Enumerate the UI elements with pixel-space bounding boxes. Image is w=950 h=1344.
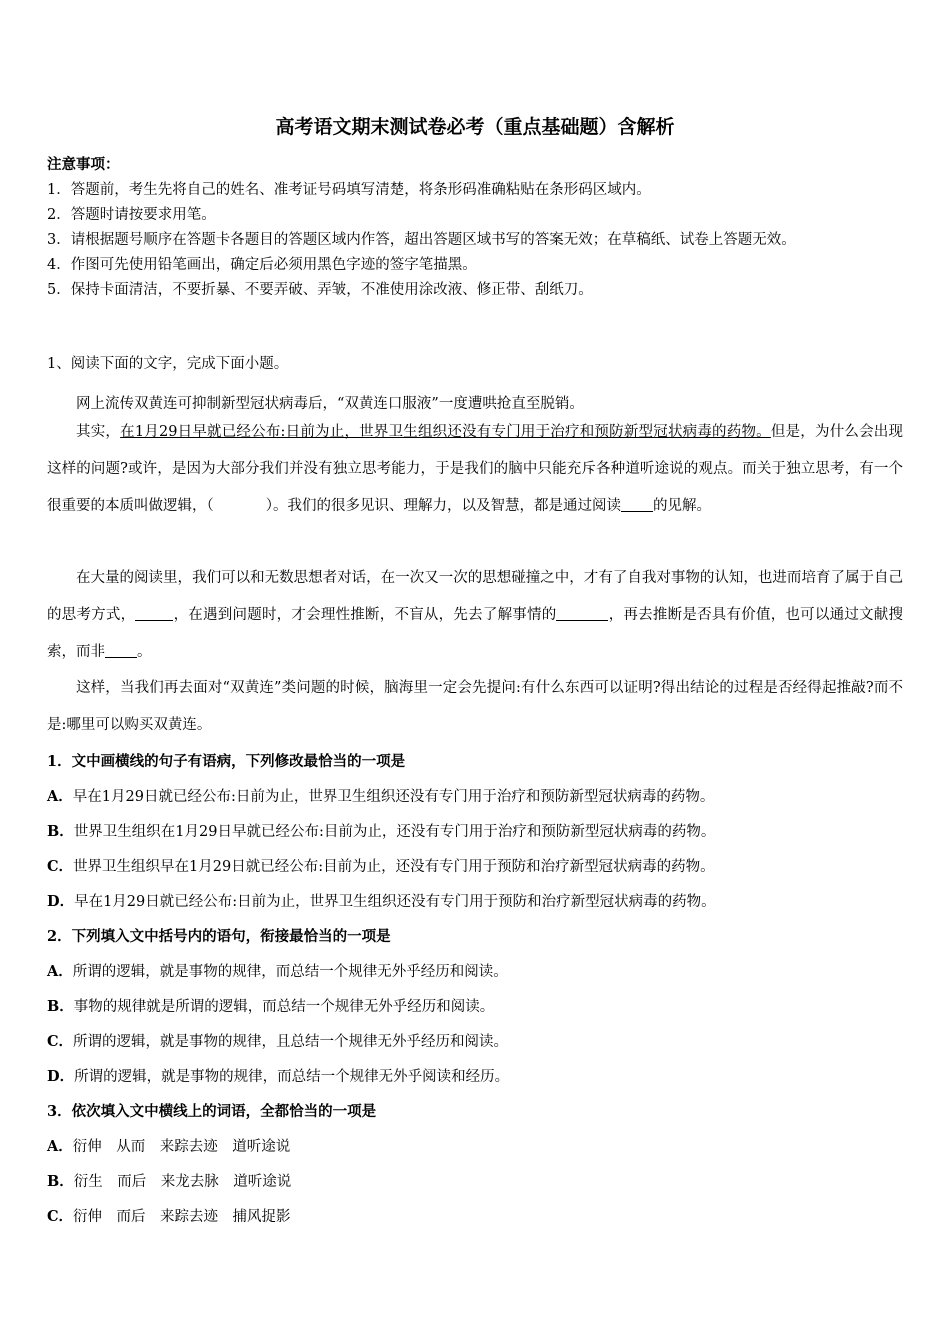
fill-blank: [621, 497, 653, 513]
option-letter: C．: [47, 1208, 74, 1225]
passage-paragraph-1: 网上流传双黄连可抑制新型冠状病毒后，“双黄连口服液”一度遭哄抢直至脱销。: [76, 396, 584, 412]
passage-paragraph-4: 这样，当我们再去面对“双黄连”类问题的时候，脑海里一定会先提问:有什么东西可以证明?得出结论的过程是否经得起推敲?而不是:哪里可以购买双黄连。: [47, 680, 903, 733]
answer-option[interactable]: [47, 1170, 291, 1191]
option-text: 所谓的逻辑，就是事物的规律，而总结一个规律无外乎阅读和经历。: [74, 1069, 510, 1085]
notice-item: 1．答题前，考生先将自己的姓名、准考证号码填写清楚，将条形码准确粘贴在条形码区域内。: [47, 182, 651, 198]
option-letter: B．: [47, 998, 74, 1015]
option-text: 所谓的逻辑，就是事物的规律，且总结一个规律无外乎经历和阅读。: [73, 1034, 509, 1050]
answer-option[interactable]: [47, 855, 715, 876]
passage-text: 但是，为什么会出现这样的问题?或许，是因为大部分我们并没有独立思考能力，于是我们的脑中只能充斥各种道听途说的观点。而关于独立思考，有一个很重要的本质叫做逻辑，（: [47, 424, 904, 514]
answer-option[interactable]: [47, 785, 714, 806]
option-letter: B．: [47, 823, 74, 840]
answer-option[interactable]: [47, 1030, 508, 1051]
option-letter: B．: [47, 1173, 74, 1190]
notice-item: 4．作图可先使用铅笔画出，确定后必须用黑色字迹的签字笔描黑。: [47, 257, 477, 273]
notice-item: 3．请根据题号顺序在答题卡各题目的答题区域内作答，超出答题区域书写的答案无效；在草稿纸、试卷上答题无效。: [47, 232, 796, 248]
passage-text: 在大量的阅读里，我们可以和无数思想者对话，在一次又一次的思想碰撞之中，才有了自我对事物的认知，也进而培育了属于自己的思考方式，: [47, 570, 903, 623]
passage-text: 的见解。: [653, 498, 711, 514]
option-text: 衍伸 而后 来踪去迹 捕风捉影: [73, 1209, 291, 1225]
answer-option[interactable]: [47, 820, 715, 841]
fill-blank: [135, 606, 173, 622]
answer-option[interactable]: [47, 960, 508, 981]
passage-paragraph-2: [47, 414, 903, 525]
question-stem: 2．下列填入文中括号内的语句，衔接最恰当的一项是: [47, 928, 391, 945]
option-letter: C．: [47, 858, 74, 875]
option-letter: D．: [47, 893, 75, 910]
fill-blank: [556, 606, 608, 622]
answer-option[interactable]: [47, 1135, 290, 1156]
passage-text: ）。我们的很多见识、理解力，以及智慧，都是通过阅读: [265, 498, 621, 514]
option-text: 早在1月29日就已经公布:日前为止，世界卫生组织还没有专门用于治疗和预防新型冠状病毒的药物。: [72, 789, 715, 805]
answer-option[interactable]: [47, 1205, 291, 1226]
passage-text: ，在遇到问题时，才会理性推断，不盲从，先去了解事情的: [173, 607, 557, 623]
underlined-sentence: 在1月29日早就已经公布:日前为止，世界卫生组织还没有专门用于治疗和预防新型冠状病毒的药物。: [120, 424, 771, 440]
notice-item: 5．保持卡面清洁，不要折暴、不要弄破、弄皱，不准使用涂改液、修正带、刮纸刀。: [47, 282, 593, 298]
question-stem: 3．依次填入文中横线上的词语，全都恰当的一项是: [47, 1103, 377, 1120]
option-letter: D．: [47, 1068, 75, 1085]
option-letter: C．: [47, 1033, 74, 1050]
section-heading: 1、阅读下面的文字，完成下面小题。: [47, 356, 289, 372]
notice-item: 2．答题时请按要求用笔。: [47, 207, 216, 223]
passage-text: 。: [137, 644, 152, 660]
option-text: 世界卫生组织早在1月29日就已经公布:目前为止，还没有专门用于预防和治疗新型冠状病毒的药物。: [73, 859, 715, 875]
notice-heading: 注意事项：: [47, 156, 120, 173]
passage-text: ，再去推断是否具有价值，也可以通过文献搜索，而非: [47, 607, 904, 660]
page-title: 高考语文期末测试卷必考（重点基础题）含解析: [275, 116, 675, 138]
option-letter: A．: [47, 963, 73, 980]
option-text: 早在1月29日就已经公布:日前为止，世界卫生组织还没有专门用于预防和治疗新型冠状病毒的药物。: [74, 894, 716, 910]
answer-option[interactable]: [47, 890, 716, 911]
passage-text: 其实，: [76, 424, 121, 440]
passage-paragraph-3: [47, 560, 903, 671]
fill-blank: [105, 643, 137, 659]
option-letter: A．: [47, 788, 73, 805]
question-stem: 1．文中画横线的句子有语病，下列修改最恰当的一项是: [47, 753, 406, 770]
option-text: 所谓的逻辑，就是事物的规律，而总结一个规律无外乎经历和阅读。: [72, 964, 508, 980]
option-letter: A．: [47, 1138, 73, 1155]
option-text: 衍伸 从而 来踪去迹 道听途说: [72, 1139, 291, 1155]
answer-option[interactable]: [47, 1065, 509, 1086]
answer-option[interactable]: [47, 995, 494, 1016]
option-text: 事物的规律就是所谓的逻辑，而总结一个规律无外乎经历和阅读。: [73, 999, 495, 1015]
option-text: 世界卫生组织在1月29日早就已经公布:目前为止，还没有专门用于治疗和预防新型冠状病毒的药物。: [73, 824, 716, 840]
option-text: 衍生 而后 来龙去脉 道听途说: [73, 1174, 292, 1190]
